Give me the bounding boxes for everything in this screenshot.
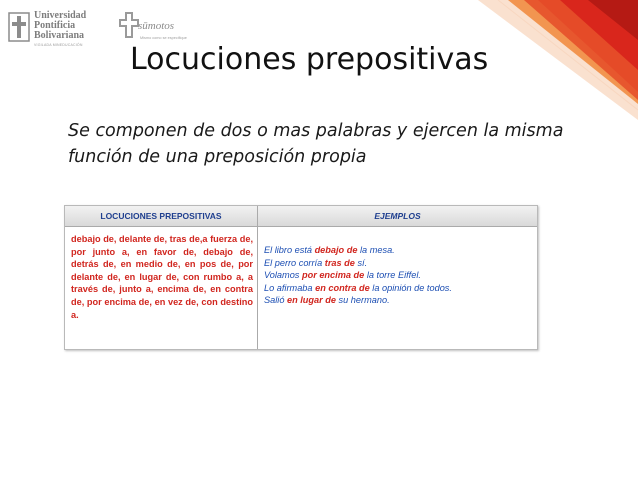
university-crest-icon <box>8 12 30 42</box>
header-locuciones: LOCUCIONES PREPOSITIVAS <box>65 206 258 226</box>
example-line: El perro corría tras de sí. <box>264 257 368 268</box>
column-divider <box>257 226 258 349</box>
slide-title: Locuciones prepositivas <box>130 42 489 77</box>
partner-tagline: Mismo como se especifique <box>140 36 187 40</box>
table-header <box>65 206 537 227</box>
example-line: El libro está debajo de la mesa. <box>264 245 395 255</box>
locuciones-list: debajo de, delante de, tras de,a fuerza de, por junto a, en favor de, debajo de, detrás de, en medio de, en pos de, por delante de, en lugar de, con rumbo a, a través de, junto a, encima de, en contra de, por encima de, en vez de, con destino a. <box>71 234 253 320</box>
example-line: Lo afirmaba en contra de la opinión de todos. <box>264 282 452 293</box>
university-logo <box>8 10 106 48</box>
partner-brand: sūmotos <box>138 20 175 32</box>
examples-list <box>264 244 534 307</box>
cross-emblem-icon <box>118 10 140 42</box>
example-line: Volamos por encima de la torre Eiffel. <box>264 270 421 281</box>
slide-subtitle: Se componen de dos o mas palabras y ejercen la misma función de una preposición propia <box>68 121 564 167</box>
university-subtext: VIGILADA MINEDUCACIÓN <box>34 43 83 47</box>
university-name: Universidad Pontificia Bolivariana <box>34 10 87 41</box>
example-line: Salió en lugar de su hermano. <box>264 295 390 306</box>
locuciones-table <box>64 205 538 350</box>
header-ejemplos: EJEMPLOS <box>374 211 421 221</box>
